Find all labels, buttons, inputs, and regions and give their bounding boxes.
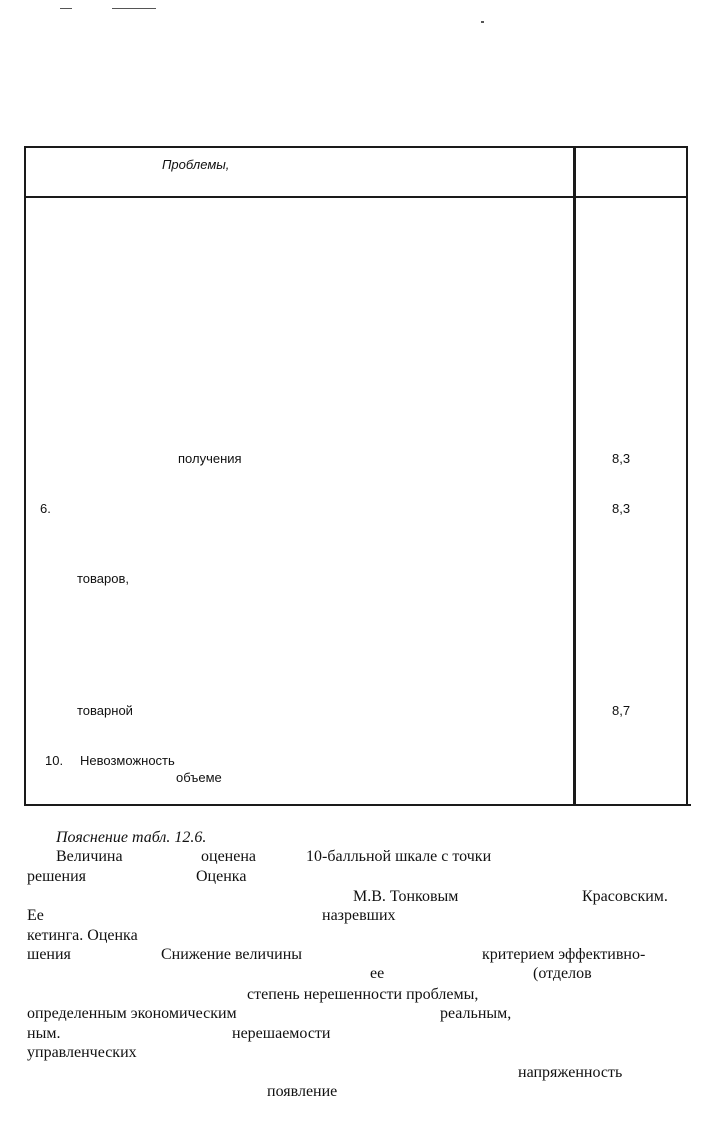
- note-text: (отделов: [533, 965, 592, 982]
- note-text: Ее: [27, 907, 44, 924]
- table-right-border: [686, 146, 688, 806]
- note-text: Снижение величины: [161, 946, 302, 963]
- note-text: шения: [27, 946, 71, 963]
- table-left-border: [24, 146, 26, 806]
- note-text: М.В. Тонковым: [353, 888, 459, 905]
- row-text: объеме: [176, 770, 222, 785]
- note-text: ным.: [27, 1025, 61, 1042]
- note-text: определенным экономическим: [27, 1005, 237, 1022]
- row-value: 8,3: [612, 451, 631, 466]
- note-text: Оценка: [196, 868, 247, 885]
- row-text: получения: [178, 451, 242, 466]
- note-text: напряженность: [518, 1064, 623, 1081]
- table-top-border: [24, 146, 688, 148]
- table-header-divider: [24, 196, 688, 198]
- scan-speck: [60, 8, 72, 9]
- row-value: 8,3: [612, 501, 631, 516]
- note-text: оценена: [201, 848, 256, 865]
- note-text: назревших: [322, 907, 396, 924]
- note-text: Величина: [56, 848, 123, 865]
- note-text: реальным,: [440, 1005, 512, 1022]
- note-text: появление: [267, 1083, 338, 1100]
- scan-speck: [112, 8, 156, 9]
- row-text: товарной: [77, 703, 133, 718]
- row-text: товаров,: [77, 571, 130, 586]
- note-text: решения: [27, 868, 87, 885]
- note-title: Пояснение табл. 12.6.: [56, 829, 207, 846]
- row-number: 10.: [45, 753, 64, 768]
- note-text: степень нерешенности проблемы,: [247, 986, 479, 1003]
- note-text: ее: [370, 965, 385, 982]
- note-text: критерием эффективно-: [482, 946, 646, 963]
- table-column-divider: [573, 146, 576, 806]
- note-text: кетинга. Оценка: [27, 927, 138, 944]
- row-number: 6.: [40, 501, 51, 516]
- note-text: управленческих: [27, 1044, 137, 1061]
- row-text: Невозможность: [80, 753, 175, 768]
- header-problems: Проблемы,: [162, 157, 230, 172]
- scan-speck: [481, 21, 484, 23]
- table-bottom-border: [25, 804, 691, 806]
- note-text: нерешаемости: [232, 1025, 331, 1042]
- note-text: Красовским.: [582, 888, 668, 905]
- note-text: 10-балльной шкале с точки: [306, 848, 492, 865]
- row-value: 8,7: [612, 703, 631, 718]
